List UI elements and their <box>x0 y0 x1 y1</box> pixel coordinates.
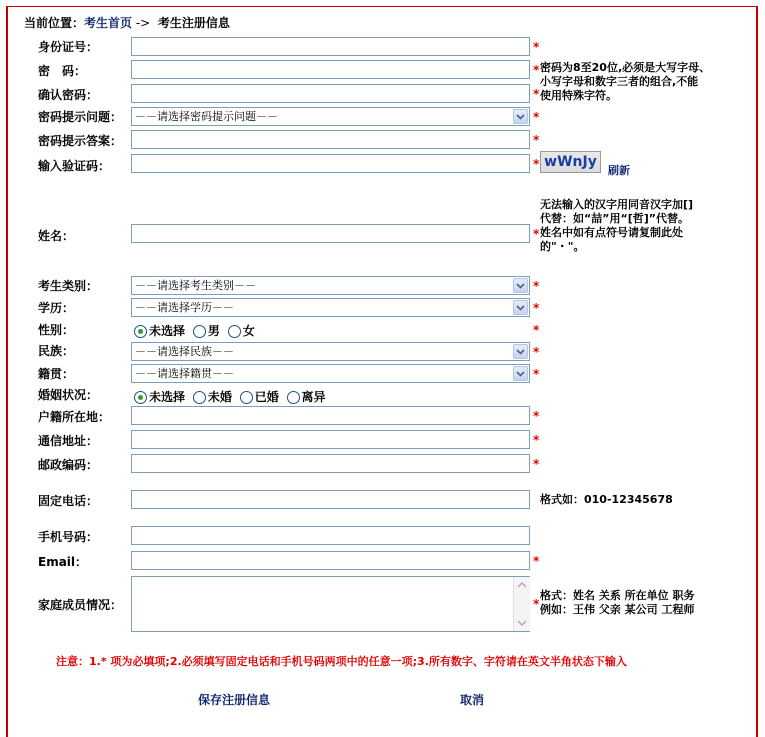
chevron-down-icon[interactable] <box>513 109 528 124</box>
family-label: 家庭成员情况： <box>38 598 123 612</box>
radio-icon[interactable] <box>228 325 241 338</box>
family-format-hint <box>540 589 695 617</box>
required-mark: * <box>533 133 540 147</box>
household-label: 户籍所在地： <box>38 410 111 424</box>
family-hint-line: 格式：姓名 关系 所在单位 职务 <box>540 589 695 602</box>
ethnicity-label: 民族： <box>38 344 75 358</box>
name-hint-line: 代替：如“喆”用“[哲]”代替。 <box>540 212 689 225</box>
captcha-refresh-link[interactable]: 刷新 <box>608 164 630 177</box>
family-textarea[interactable] <box>131 576 530 632</box>
gender-option-unselected[interactable]: 未选择 <box>134 324 189 338</box>
name-hint-line: 无法输入的汉字用同音汉字加[] <box>540 198 694 211</box>
education-selected: －－请选择学历－－ <box>135 301 234 314</box>
ethnicity-selected: －－请选择民族－－ <box>135 345 234 358</box>
required-mark: * <box>533 157 540 171</box>
confirm-password-label: 确认密码： <box>38 88 99 102</box>
radio-selected-icon[interactable] <box>134 391 147 404</box>
required-mark: * <box>533 554 540 568</box>
required-mark: * <box>533 110 540 124</box>
required-mark: * <box>533 87 540 101</box>
id-number-label: 身份证号： <box>38 40 99 54</box>
scrollbar-arrows-icon <box>514 577 530 631</box>
marital-label: 婚姻状况： <box>38 388 99 402</box>
email-input[interactable] <box>131 551 530 570</box>
cancel-button[interactable]: 取消 <box>460 693 485 707</box>
native-place-select[interactable] <box>131 364 530 383</box>
captcha-input[interactable] <box>131 154 530 173</box>
marital-option-married[interactable]: 已婚 <box>240 390 283 404</box>
breadcrumb-home-link[interactable]: 考生首页 <box>84 16 133 30</box>
required-mark: * <box>533 597 540 611</box>
breadcrumb-prefix: 当前位置： <box>24 16 85 30</box>
save-registration-button[interactable]: 保存注册信息 <box>198 693 271 707</box>
address-input[interactable] <box>131 430 530 449</box>
password-hint-line: 使用特殊字符。 <box>540 89 617 102</box>
password-hint <box>540 61 710 103</box>
marital-option-single[interactable]: 未婚 <box>193 390 236 404</box>
required-mark: * <box>533 279 540 293</box>
required-mark: * <box>533 345 540 359</box>
name-input[interactable] <box>131 224 530 243</box>
confirm-password-input[interactable] <box>131 84 530 103</box>
chevron-down-icon[interactable] <box>513 278 528 293</box>
exam-type-selected: －－请选择考生类别－－ <box>135 279 256 292</box>
gender-radio-group <box>134 322 259 339</box>
name-hint <box>540 198 693 254</box>
id-number-input[interactable] <box>131 37 530 56</box>
mobile-label: 手机号码： <box>38 530 99 544</box>
password-input[interactable] <box>131 60 530 79</box>
exam-type-select[interactable] <box>131 276 530 295</box>
chevron-down-icon[interactable] <box>513 300 528 315</box>
required-mark: * <box>533 227 540 241</box>
exam-type-label: 考生类别： <box>38 279 99 293</box>
required-mark: * <box>533 40 540 54</box>
family-hint-line: 例如：王伟 父亲 某公司 工程师 <box>540 603 695 616</box>
pw-question-selected: －－请选择密码提示问题－－ <box>135 110 278 123</box>
breadcrumb <box>24 14 230 31</box>
radio-icon[interactable] <box>193 325 206 338</box>
name-hint-line: 姓名中如有点符号请复制此处 <box>540 226 683 239</box>
education-label: 学历： <box>38 301 75 315</box>
required-mark: * <box>533 409 540 423</box>
chevron-down-icon[interactable] <box>513 344 528 359</box>
password-hint-line: 密码为8至20位,必须是大写字母、 <box>540 61 711 74</box>
radio-icon[interactable] <box>240 391 253 404</box>
required-mark: * <box>533 457 540 471</box>
pw-question-label: 密码提示问题： <box>38 110 123 124</box>
name-label: 姓名： <box>38 229 75 243</box>
captcha-label: 输入验证码： <box>38 159 111 173</box>
captcha-image: wWnJy <box>540 151 601 173</box>
ethnicity-select[interactable] <box>131 342 530 361</box>
chevron-down-icon[interactable] <box>513 366 528 381</box>
pw-question-select[interactable] <box>131 107 530 126</box>
phone-format-hint: 格式如：010-12345678 <box>540 493 673 506</box>
required-mark: * <box>533 301 540 315</box>
password-hint-line: 小写字母和数字三者的组合,不能 <box>540 75 699 88</box>
postcode-label: 邮政编码： <box>38 458 99 472</box>
address-label: 通信地址： <box>38 434 99 448</box>
family-scrollbar[interactable] <box>513 577 530 631</box>
password-label: 密 码： <box>38 64 87 78</box>
radio-selected-icon[interactable] <box>134 325 147 338</box>
native-place-selected: －－请选择籍贯－－ <box>135 367 234 380</box>
breadcrumb-separator: -> <box>132 16 155 30</box>
education-select[interactable] <box>131 298 530 317</box>
required-mark: * <box>533 367 540 381</box>
email-label: Email： <box>38 555 88 569</box>
pw-answer-label: 密码提示答案： <box>38 134 123 148</box>
radio-icon[interactable] <box>287 391 300 404</box>
required-mark: * <box>533 323 540 337</box>
gender-option-female[interactable]: 女 <box>228 324 259 338</box>
required-mark: * <box>533 63 540 77</box>
pw-answer-input[interactable] <box>131 130 530 149</box>
phone-label: 固定电话： <box>38 494 99 508</box>
radio-icon[interactable] <box>193 391 206 404</box>
gender-label: 性别： <box>38 323 75 337</box>
mobile-input[interactable] <box>131 526 530 545</box>
marital-radio-group <box>134 388 330 405</box>
household-input[interactable] <box>131 406 530 425</box>
marital-option-divorced[interactable]: 离异 <box>287 390 330 404</box>
breadcrumb-current: 考生注册信息 <box>157 16 230 30</box>
marital-option-unselected[interactable]: 未选择 <box>134 390 189 404</box>
required-mark: * <box>533 433 540 447</box>
native-place-label: 籍贯： <box>38 367 75 381</box>
gender-option-male[interactable]: 男 <box>193 324 224 338</box>
name-hint-line: 的"・"。 <box>540 240 585 253</box>
phone-input[interactable] <box>131 490 530 509</box>
postcode-input[interactable] <box>131 454 530 473</box>
required-note: 注意：1.* 项为必填项;2.必须填写固定电话和手机号码两项中的任意一项;3.所有数字、字符请在英文半角状态下输入 <box>56 655 627 668</box>
